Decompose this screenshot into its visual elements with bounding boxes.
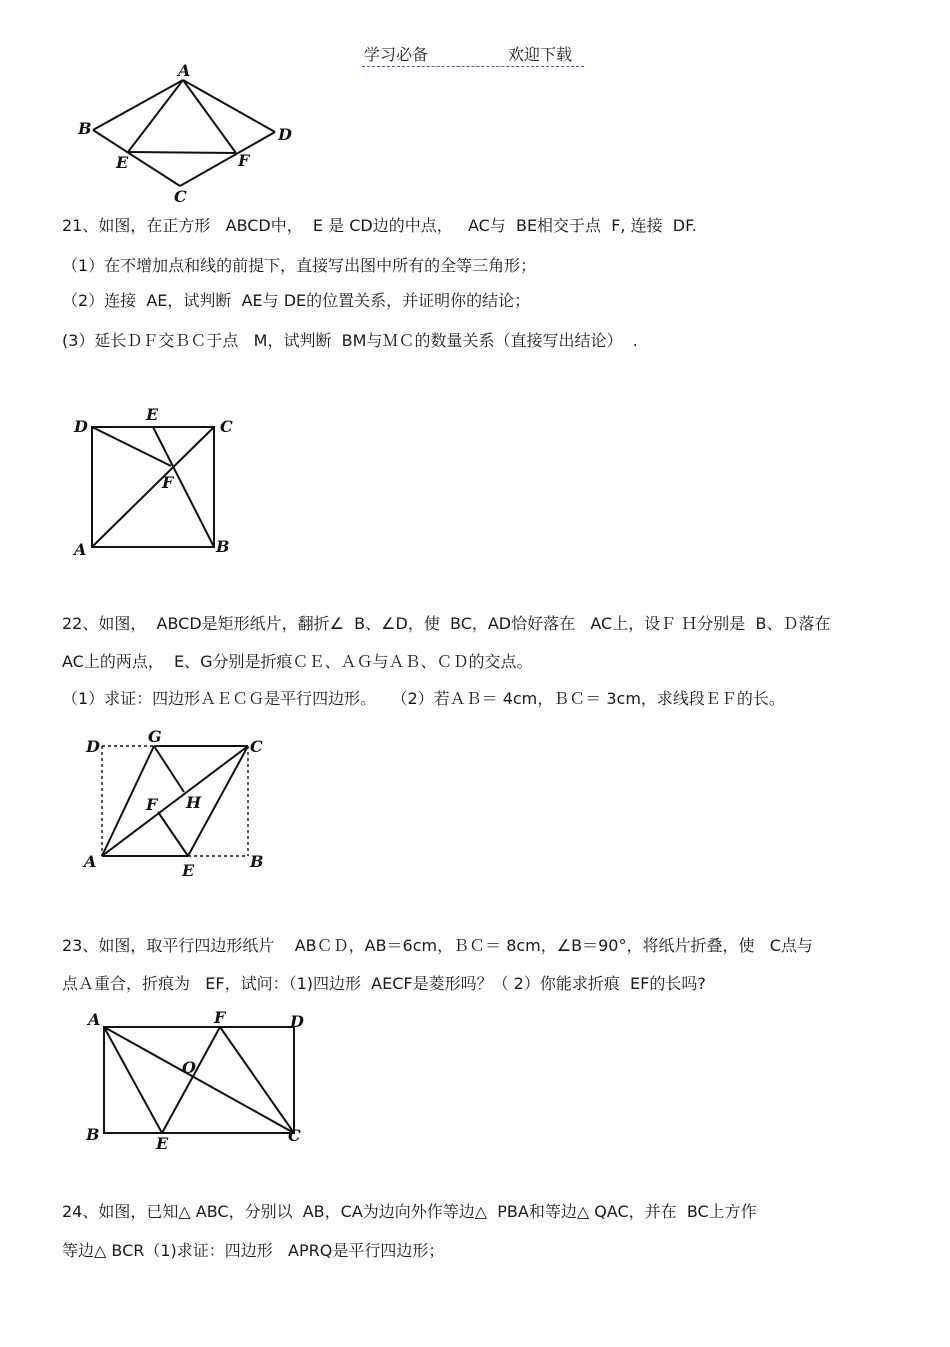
fig23-label-e: E [156, 1134, 169, 1153]
fig22-label-h: H [186, 793, 202, 812]
q22-part1: （1）求证：四边形ＡＥＣＧ是平行四边形。 （2）若ＡＢ＝ 4cm，ＢＣ＝ 3cm，求线段ＥＦ的长。 [62, 689, 785, 708]
fig23-label-a: A [88, 1010, 101, 1029]
q21-stem: 21、如图，在正方形 ABCD中， E 是 CD边的中点， AC与 BE相交于点 F, 连接 DF. [62, 216, 697, 235]
q23-stem: 23、如图，取平行四边形纸片 ABＣＤ，AB＝6cm，ＢＣ＝ 8cm，∠B＝90°，将纸片折叠，使 C点与 [62, 936, 813, 955]
q21-part2: （2）连接 AE，试判断 AE与 DE的位置关系，并证明你的结论； [62, 291, 531, 310]
fig22-label-b: B [250, 852, 264, 871]
q23-stem-2: 点Ａ重合，折痕为 EF，试问：（1)四边形 AECF是菱形吗？（ 2）你能求折痕 EF的长吗? [62, 974, 706, 993]
fig20-label-e: E [116, 153, 129, 172]
fig23-label-d: D [290, 1012, 304, 1031]
fig23-label-c: C [288, 1126, 301, 1145]
header-left-text: 学习必备 [364, 45, 429, 64]
fig20-label-c: C [174, 187, 187, 206]
q22-stem: 22、如图， ABCD是矩形纸片，翻折∠ B、∠D，使 BC，AD恰好落在 AC上，设Ｆ Ｈ分别是 B、Ｄ落在 [62, 614, 831, 633]
figure-q22 [78, 722, 273, 882]
q21-part3: (3）延长ＤＦ交ＢＣ于点 M，试判断 BM与ＭＣ的数量关系（直接写出结论） . [62, 331, 638, 350]
fig21-label-a: A [74, 540, 87, 559]
fig22-label-a: A [84, 852, 97, 871]
page-header [362, 42, 584, 67]
fig20-label-a: A [178, 61, 191, 80]
q24-stem: 24、如图，已知△ ABC，分别以 AB，CA为边向外作等边△ PBA和等边△ QAC，并在 BC上方作 [62, 1202, 757, 1221]
fig20-label-d: D [278, 125, 292, 144]
fig21-label-c: C [220, 417, 233, 436]
q24-stem-2: 等边△ BCR（1)求证：四边形 APRQ是平行四边形； [62, 1241, 445, 1260]
fig20-label-f: F [238, 151, 250, 170]
fig22-label-f: F [146, 795, 158, 814]
fig20-label-b: B [78, 119, 92, 138]
fig21-label-b: B [216, 537, 230, 556]
fig23-label-o: O [182, 1058, 196, 1077]
q21-part1: （1）在不增加点和线的前提下，直接写出图中所有的全等三角形； [62, 256, 537, 275]
header-right-text: 欢迎下载 [508, 45, 573, 64]
fig21-label-f: F [162, 473, 174, 492]
fig22-label-g: G [148, 727, 162, 746]
fig23-label-f: F [214, 1008, 226, 1027]
q22-stem-2: AC上的两点， E、G分别是折痕ＣＥ、ＡＧ与ＡＢ、ＣＤ的交点。 [62, 652, 533, 671]
figure-q23 [82, 1005, 312, 1153]
figure-q21 [70, 400, 250, 565]
fig22-label-d: D [86, 737, 100, 756]
fig21-label-e: E [146, 405, 159, 424]
fig23-label-b: B [86, 1125, 100, 1144]
fig22-label-e: E [182, 861, 195, 880]
fig21-label-d: D [74, 417, 88, 436]
fig22-label-c: C [250, 737, 263, 756]
figure-q20 [70, 60, 300, 205]
